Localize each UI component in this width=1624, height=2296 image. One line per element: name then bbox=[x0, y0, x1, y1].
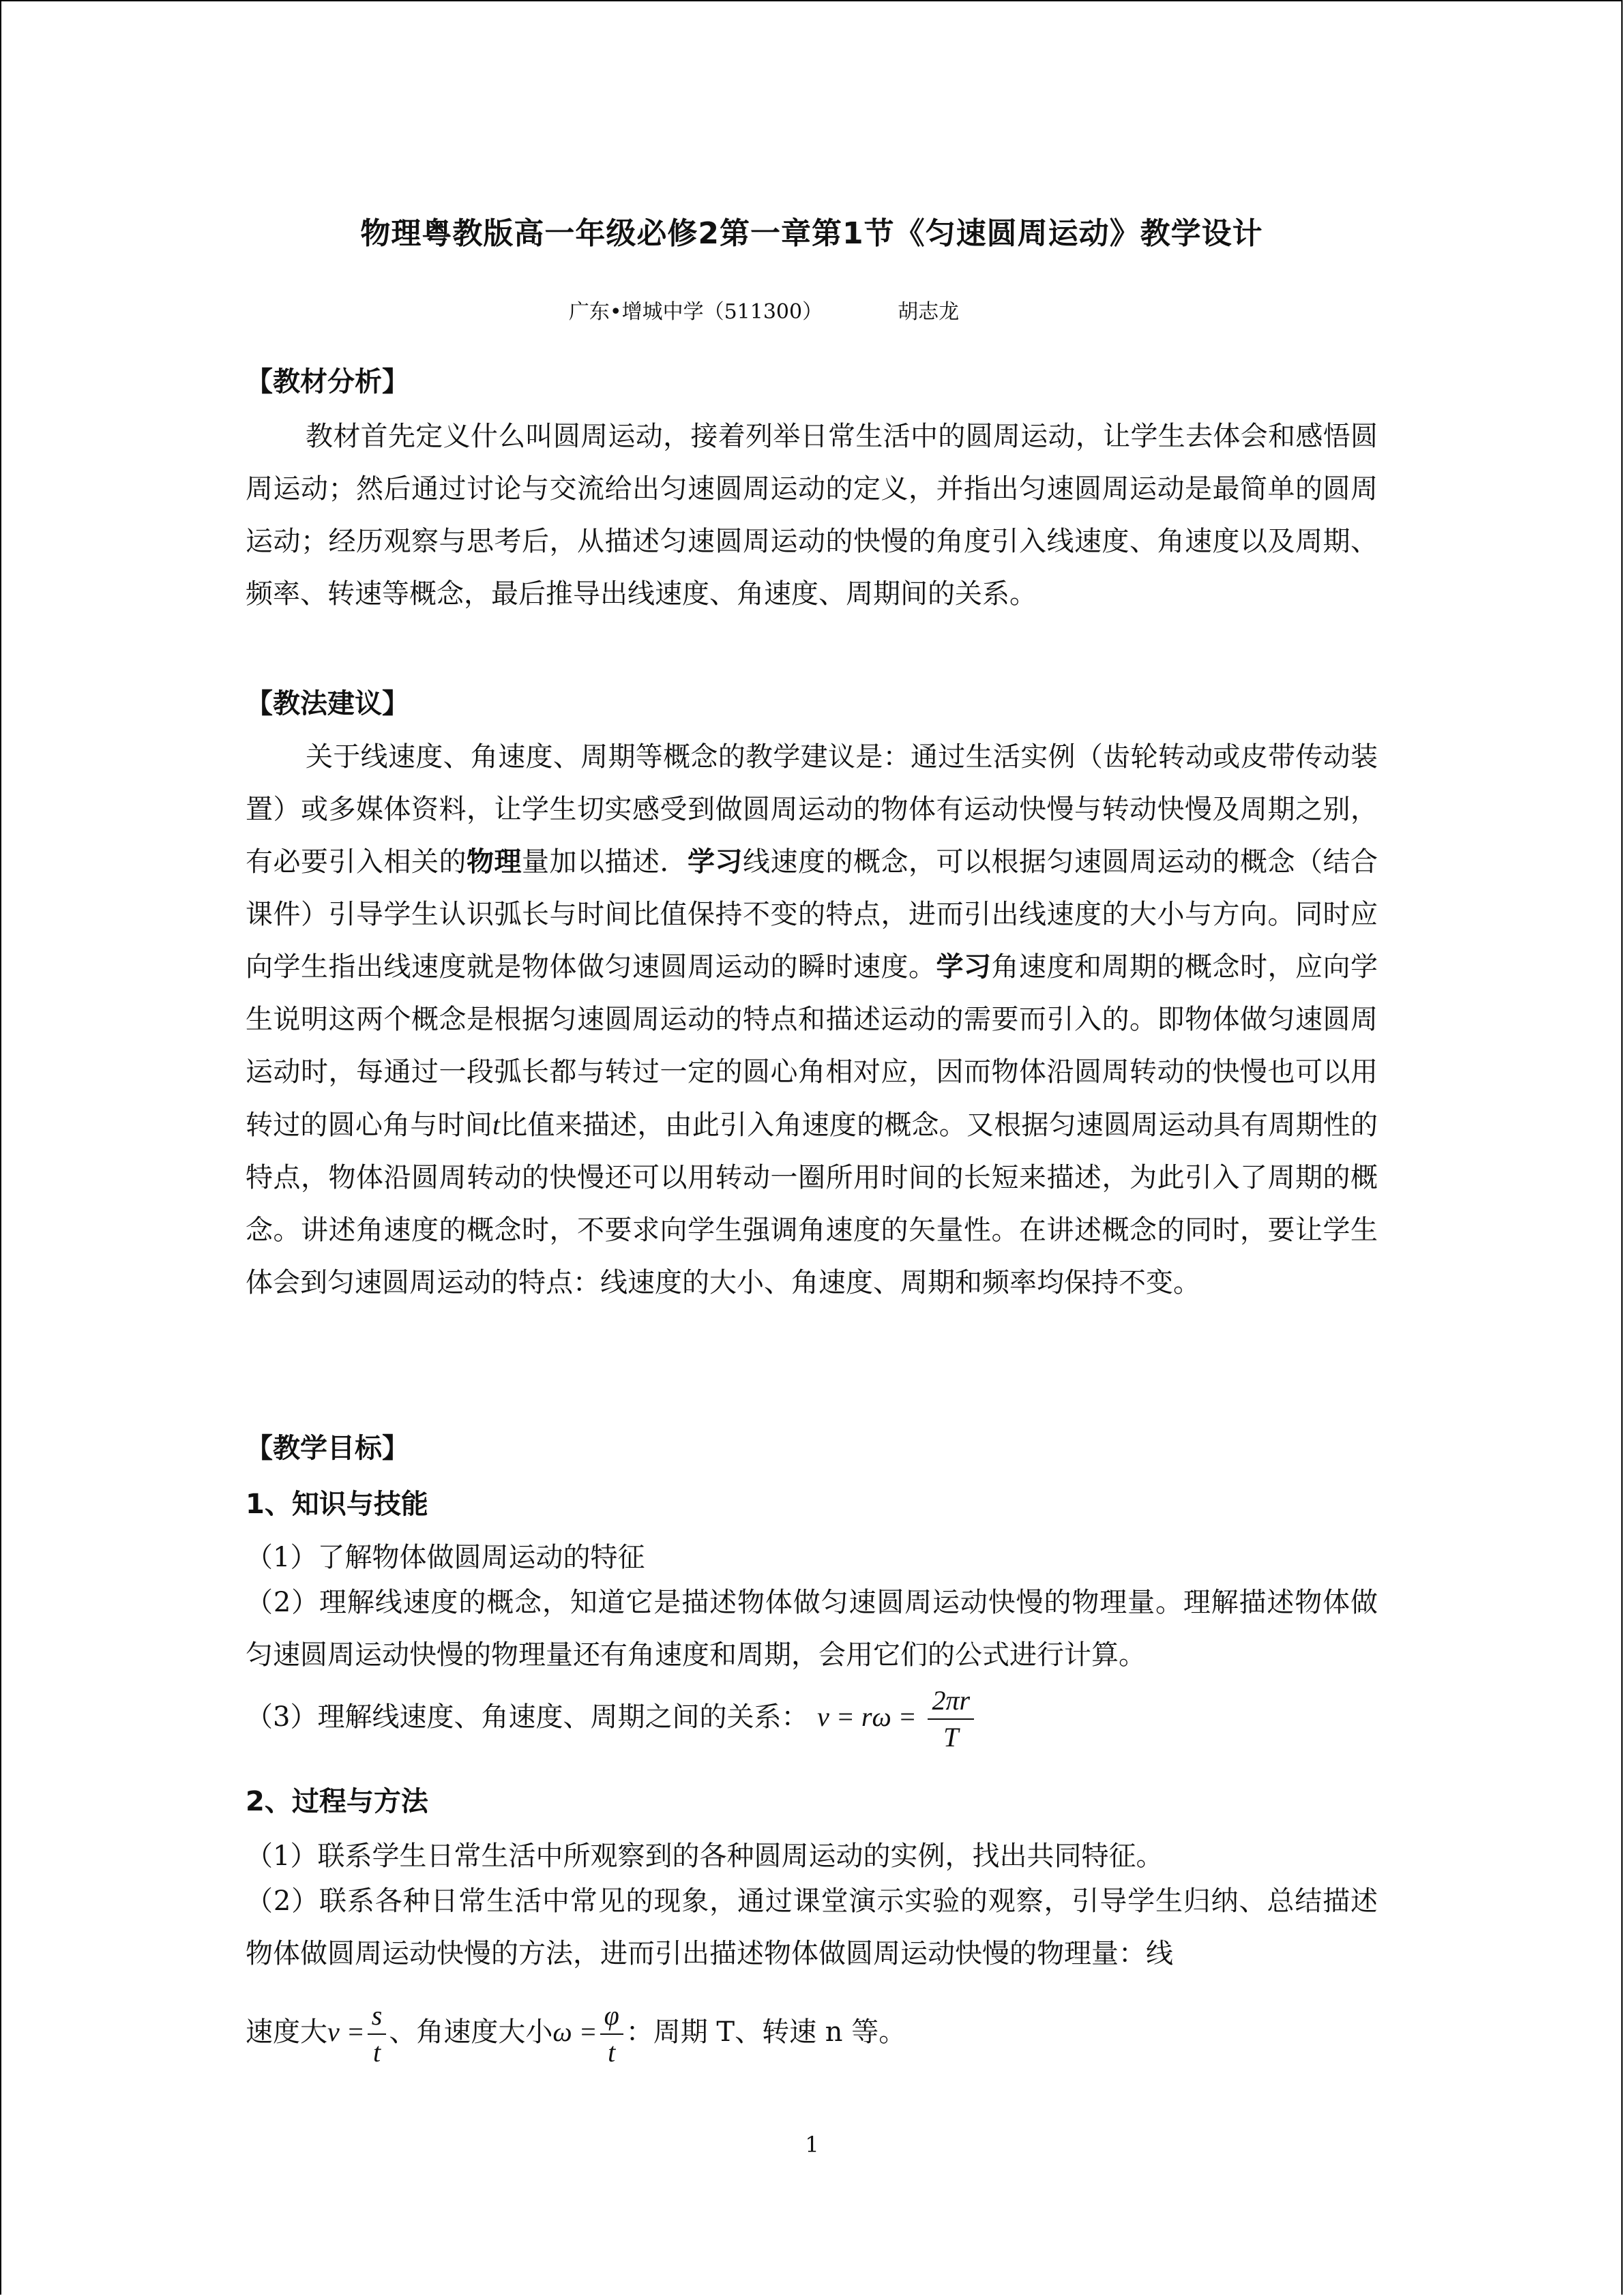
method-text-4: 角速度和周期的概念时，应向学生说明这两个概念是根据匀速圆周运动的特点和描述运动的需要而引入的。即物体做匀速圆周运动时，每通过一段弧长都与转过一定的圆心角相对应，因而物体沿圆周转动的快慢也可以用转过的圆心角与时间 bbox=[246, 951, 1378, 1141]
fraction-numerator: 2πr bbox=[928, 1683, 974, 1720]
fraction-denominator-t: t bbox=[372, 2037, 381, 2068]
method-text-1: 关于线速度、角速度、周期等概念的教学建议是：通过生活实例（齿轮转动或皮带传动装置）或多媒体资料，让学生切实感受到做圆周运动的物体有运动快慢与转动快慢及周期之别，有必要引入相关的 bbox=[246, 741, 1378, 878]
goal-item-4: （1）联系学生日常生活中所观察到的各种圆周运动的实例，找出共同特征。 bbox=[246, 1840, 1164, 1872]
formula-omega-equals: ω = bbox=[552, 2016, 597, 2047]
fraction-numerator-s: s bbox=[368, 1998, 387, 2035]
goal-item-3 bbox=[246, 1683, 977, 1755]
section-heading-goals: 【教学目标】 bbox=[246, 1433, 409, 1464]
formula-v-r-omega: v = rω = bbox=[817, 1701, 917, 1732]
author-name: 胡志龙 bbox=[898, 300, 960, 324]
section-heading-method: 【教法建议】 bbox=[246, 688, 409, 719]
goal-item-3-text: （3）理解线速度、角速度、周期之间的关系： bbox=[246, 1701, 809, 1733]
analysis-paragraph: 教材首先定义什么叫圆周运动，接着列举日常生活中的圆周运动，让学生去体会和感悟圆周运动；然后通过讨论与交流给出匀速圆周运动的定义，并指出匀速圆周运动是最简单的圆周运动；经历观察与思考后，从描述匀速圆周运动的快慢的角度引入线速度、角速度以及周期、频率、转速等概念，最后推导出线速度、角速度、周期间的关系。 bbox=[246, 421, 1378, 610]
method-text-2: 量加以描述． bbox=[522, 846, 688, 878]
subheading-process-method: 2、过程与方法 bbox=[246, 1786, 428, 1817]
page-number: 1 bbox=[805, 2132, 819, 2158]
goal-item-5: （2）联系各种日常生活中常见的现象，通过课堂演示实验的观察，引导学生归纳、总结描述物体做圆周运动快慢的方法，进而引出描述物体做圆周运动快慢的物理量：线 bbox=[246, 1885, 1378, 1969]
fraction-denominator-t2: t bbox=[608, 2037, 616, 2068]
method-bold-study-2: 学习 bbox=[936, 951, 992, 983]
goal-item-2: （2）理解线速度的概念，知道它是描述物体做匀速圆周运动快慢的物理量。理解描述物体做匀速圆周运动快慢的物理量还有角速度和周期，会用它们的公式进行计算。 bbox=[246, 1587, 1378, 1671]
formula-v-equals: v = bbox=[327, 2016, 365, 2047]
formula-fraction-s-over-t bbox=[368, 1998, 387, 2070]
formula-fraction-2pir-over-T bbox=[928, 1683, 974, 1755]
goal-item-5-formulas bbox=[246, 1998, 906, 2070]
page-title: 物理粤教版高一年级必修2第一章第1节《匀速圆周运动》教学设计 bbox=[360, 216, 1263, 251]
method-text-3: 线速度的概念，可以根据匀速圆周运动的概念（结合课件）引导学生认识弧长与时间比值保持不变的特点，进而引出线速度的大小与方向。同时应向学生指出线速度就是物体做匀速圆周运动的瞬时速度。 bbox=[246, 846, 1378, 983]
subheading-knowledge-skills: 1、知识与技能 bbox=[246, 1489, 428, 1520]
method-bold-study-1: 学习 bbox=[688, 846, 743, 878]
goal-item-1: （1）了解物体做圆周运动的特征 bbox=[246, 1542, 645, 1573]
fraction-denominator: T bbox=[943, 1722, 959, 1753]
school-name: 广东•增城中学（511300） bbox=[568, 300, 823, 324]
method-paragraph bbox=[246, 731, 1378, 1309]
goal-item-5-text-c: ：周期 T、转速 n 等。 bbox=[625, 2016, 906, 2048]
method-variable-t: t bbox=[492, 1109, 501, 1140]
author-line bbox=[246, 295, 1282, 325]
formula-fraction-phi-over-t bbox=[600, 1998, 623, 2070]
section-heading-analysis: 【教材分析】 bbox=[246, 366, 409, 398]
goal-item-5-text-b: 、角速度大小 bbox=[389, 2016, 553, 2048]
goal-item-5-text-a: 速度大 bbox=[246, 2016, 327, 2048]
method-text-5: 比值来描述，由此引入角速度的概念。又根据匀速圆周运动具有周期性的特点，物体沿圆周转动的快慢还可以用转动一圈所用时间的长短来描述，为此引入了周期的概念。讲述角速度的概念时，不要求向学生强调角速度的矢量性。在讲述概念的同时，要让学生体会到匀速圆周运动的特点：线速度的大小、角速度、周期和频率均保持不变。 bbox=[246, 1109, 1378, 1298]
fraction-numerator-phi: φ bbox=[600, 1998, 623, 2035]
method-bold-physics: 物理 bbox=[467, 846, 522, 878]
